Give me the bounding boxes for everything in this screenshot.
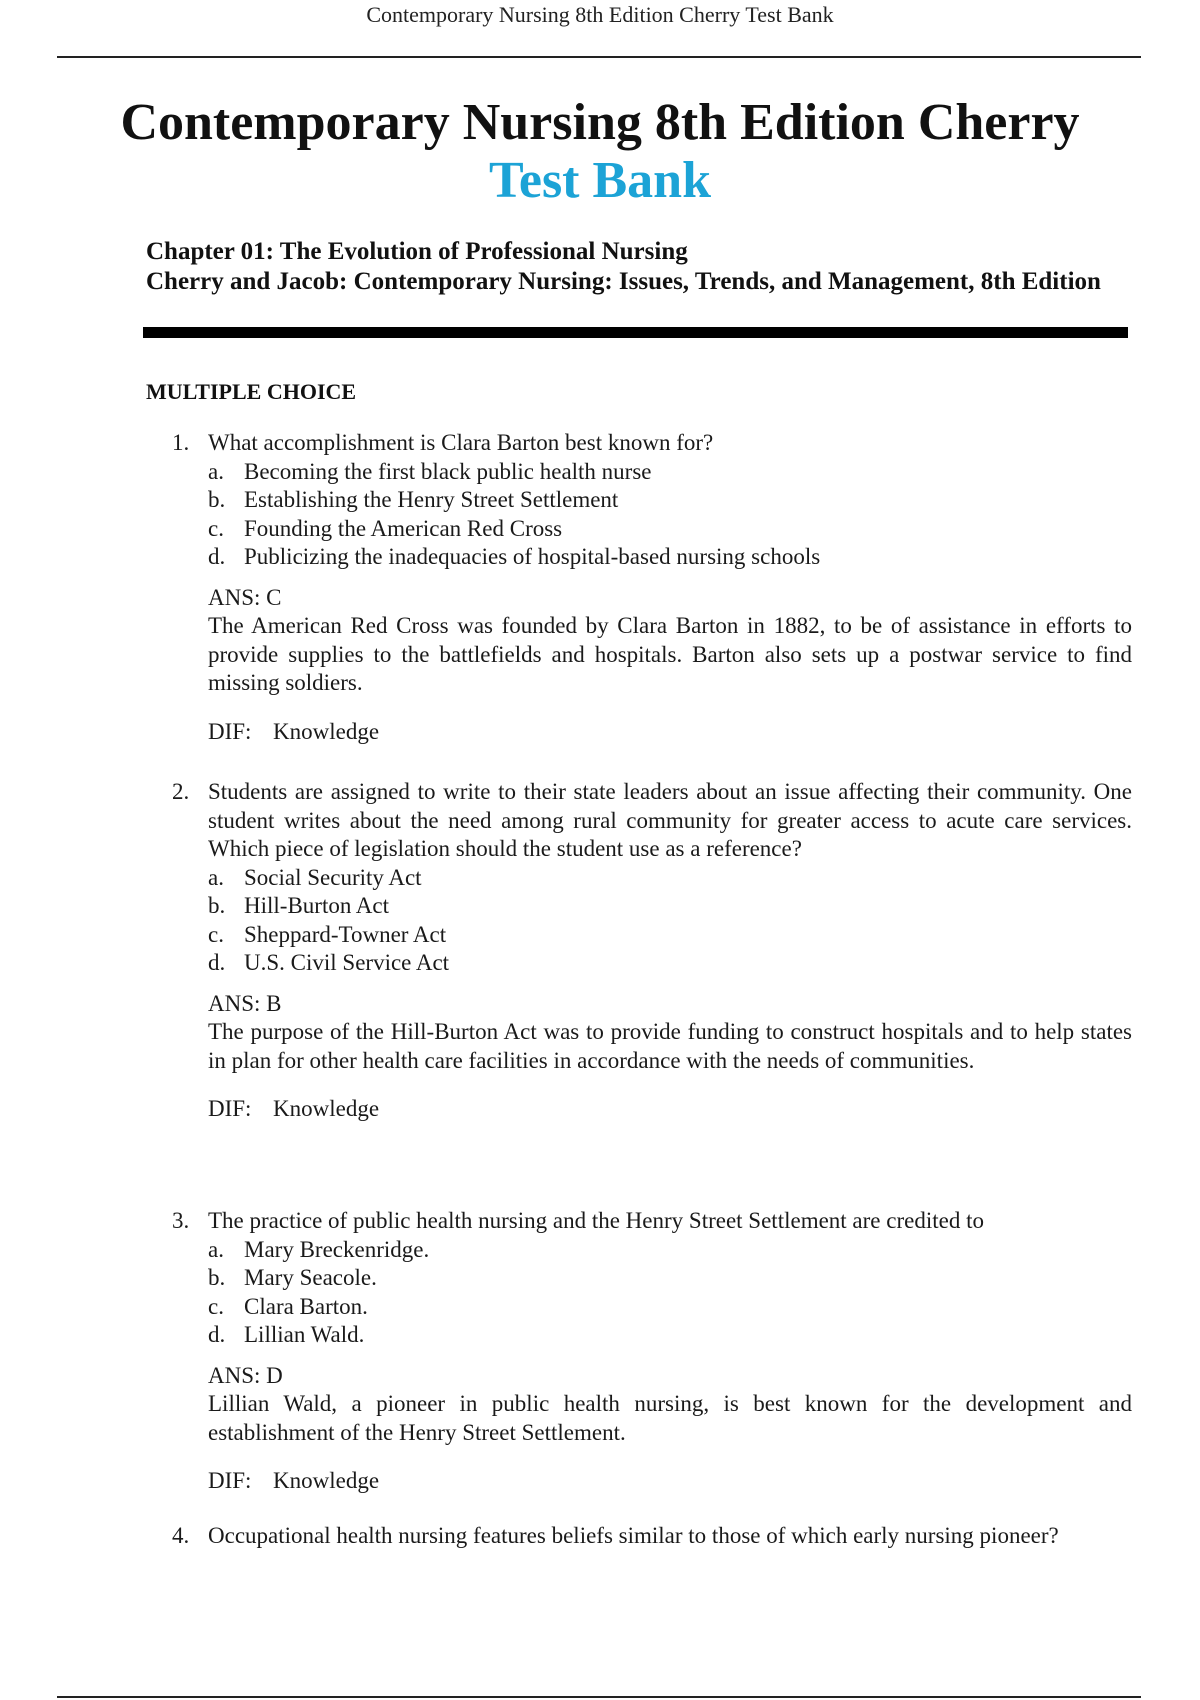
- option-a: [208, 864, 1132, 893]
- question-number: 4.: [172, 1523, 190, 1548]
- option-letter: d.: [208, 950, 226, 975]
- options-list: [208, 864, 1132, 978]
- footer-divider: [57, 1696, 1141, 1698]
- question-2: [172, 778, 1132, 1124]
- option-letter: c.: [208, 921, 224, 947]
- difficulty: [208, 718, 1132, 747]
- option-b: [208, 892, 1132, 921]
- options-list: [208, 458, 1132, 572]
- option-letter: b.: [208, 487, 226, 512]
- option-text: Becoming the first black public health nurse: [244, 458, 652, 484]
- question-1: [172, 429, 1132, 746]
- document-title: Contemporary Nursing 8th Edition Cherry: [120, 94, 1080, 151]
- option-d: [208, 543, 1132, 572]
- document-subtitle: Test Bank: [488, 152, 712, 209]
- option-c: [208, 515, 1132, 544]
- option-b: [208, 486, 1132, 515]
- title-block: [0, 94, 1200, 210]
- chapter-divider: [143, 327, 1128, 338]
- question-text: Students are assigned to write to their state leaders about an issue affecting their community. One student writes about the need among rural community for greater access to acute care services. Which piece of legislation should the student use as a reference?: [208, 779, 1132, 861]
- question-number: 3.: [172, 1208, 190, 1233]
- option-letter: a.: [208, 1236, 224, 1262]
- answer-key: ANS: B: [208, 990, 282, 1016]
- running-header: Contemporary Nursing 8th Edition Cherry Test Bank: [366, 2, 834, 27]
- options-list: [208, 1236, 1132, 1350]
- answer-key: ANS: D: [208, 1362, 283, 1388]
- option-a: [208, 1236, 1132, 1265]
- difficulty-label: DIF:: [208, 1468, 252, 1493]
- rationale: The American Red Cross was founded by Clara Barton in 1882, to be of assistance in efforts to provide supplies to the battlefields and hospitals. Barton also sets up a postwar service to find missing soldiers.: [208, 613, 1132, 695]
- option-text: Founding the American Red Cross: [244, 515, 563, 541]
- option-d: [208, 1321, 1132, 1350]
- difficulty-label: DIF:: [208, 1096, 252, 1121]
- answer-key: ANS: C: [208, 584, 282, 610]
- option-text: Clara Barton.: [244, 1293, 368, 1319]
- question-stem: [172, 1207, 1132, 1236]
- chapter-title: Chapter 01: The Evolution of Professional Nursing: [146, 238, 688, 265]
- question-4: [172, 1522, 1132, 1551]
- option-letter: c.: [208, 515, 224, 541]
- option-c: [208, 1293, 1132, 1322]
- header-divider: [57, 56, 1141, 58]
- rationale: Lillian Wald, a pioneer in public health nursing, is best known for the development and establishment of the Henry Street Settlement.: [208, 1391, 1132, 1445]
- difficulty-label: DIF:: [208, 718, 252, 744]
- option-text: Mary Breckenridge.: [244, 1236, 430, 1262]
- difficulty: [208, 1467, 1132, 1496]
- question-text: Occupational health nursing features beliefs similar to those of which early nursing pioneer?: [208, 1523, 1059, 1548]
- option-b: [208, 1264, 1132, 1293]
- option-letter: d.: [208, 544, 226, 569]
- section-title: MULTIPLE CHOICE: [146, 379, 357, 404]
- book-citation: Cherry and Jacob: Contemporary Nursing: Issues, Trends, and Management, 8th Edition: [146, 268, 1101, 295]
- chapter-heading: [146, 237, 1106, 297]
- option-text: U.S. Civil Service Act: [244, 950, 450, 975]
- option-text: Hill-Burton Act: [244, 893, 390, 918]
- question-stem: [172, 778, 1132, 864]
- difficulty-value: Knowledge: [273, 718, 380, 744]
- option-letter: c.: [208, 1293, 224, 1319]
- option-letter: b.: [208, 893, 226, 918]
- option-letter: d.: [208, 1322, 226, 1347]
- question-stem: [172, 429, 1132, 458]
- option-text: Establishing the Henry Street Settlement: [244, 487, 619, 512]
- question-number: 1.: [172, 430, 190, 455]
- difficulty-value: Knowledge: [273, 1468, 380, 1493]
- option-letter: a.: [208, 458, 224, 484]
- question-text: The practice of public health nursing and the Henry Street Settlement are credited to: [208, 1208, 984, 1233]
- option-letter: b.: [208, 1265, 226, 1290]
- question-number: 2.: [172, 779, 190, 804]
- question-stem: [172, 1522, 1132, 1551]
- option-d: [208, 949, 1132, 978]
- option-text: Sheppard-Towner Act: [244, 921, 447, 947]
- option-text: Lillian Wald.: [244, 1322, 365, 1347]
- option-a: [208, 458, 1132, 487]
- option-text: Social Security Act: [244, 864, 422, 890]
- rationale: The purpose of the Hill-Burton Act was to provide funding to construct hospitals and to help states in plan for other health care facilities in accordance with the needs of communities.: [208, 1019, 1132, 1073]
- option-text: Mary Seacole.: [244, 1265, 377, 1290]
- option-letter: a.: [208, 864, 224, 890]
- difficulty-value: Knowledge: [273, 1096, 380, 1121]
- option-c: [208, 921, 1132, 950]
- option-text: Publicizing the inadequacies of hospital-based nursing schools: [244, 544, 821, 569]
- question-text: What accomplishment is Clara Barton best known for?: [208, 430, 714, 455]
- difficulty: [208, 1095, 1132, 1124]
- question-3: [172, 1207, 1132, 1496]
